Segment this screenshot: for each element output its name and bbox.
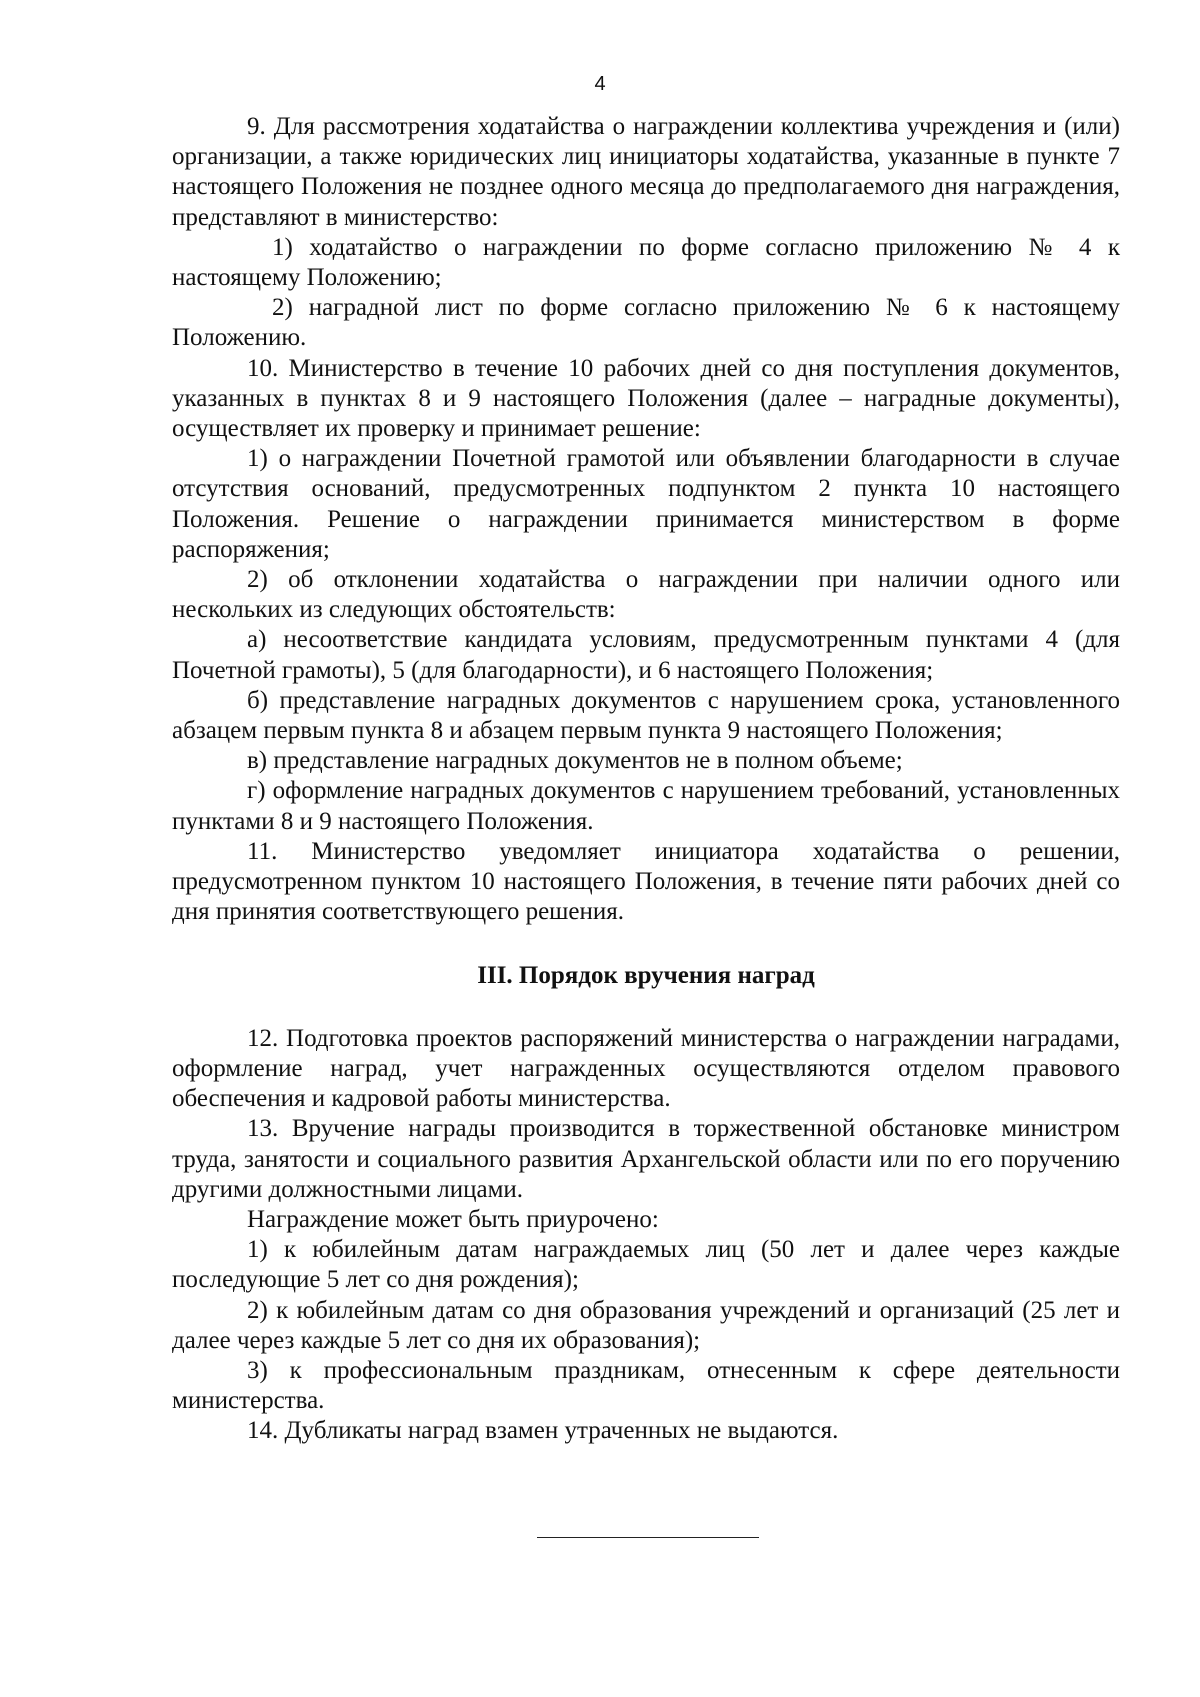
paragraph-10-item-2v: в) представление наградных документов не в полном объеме; bbox=[247, 747, 903, 775]
paragraph-10-item-2: 2) об отклонении ходатайства о награждении при наличии одного или нескольких из следующих обстоятельств: bbox=[172, 566, 1120, 624]
paragraph-12: 12. Подготовка проектов распоряжений министерства о награждении наградами, оформление наград, учет награжденных осуществляются отделом правового обеспечения и кадровой работы министерства. bbox=[172, 1024, 1120, 1113]
paragraph-13-item-2: 2) к юбилейным датам со дня образования учреждений и организаций (25 лет и далее через каждые 5 лет со дня их образования); bbox=[172, 1296, 1120, 1354]
paragraph-13: 13. Вручение награды производится в торжественной обстановке министром труда, занятости и социального развития Архангельской области или по его поручению другими должностными лицами. bbox=[172, 1115, 1120, 1203]
paragraph-11: 11. Министерство уведомляет инициатора ходатайства о решении, предусмотренном пунктом 10 настоящего Положения, в течение пяти рабочих дней со дня принятия соответствующего решения. bbox=[172, 837, 1120, 926]
paragraph-10-item-2a: а) несоответствие кандидата условиям, предусмотренным пунктами 4 (для Почетной грамоты), 5 (для благодарности), и 6 настоящего Положения; bbox=[172, 626, 1120, 684]
paragraph-9: 9. Для рассмотрения ходатайства о награждении коллектива учреждения и (или) организации, а также юридических лиц инициаторы ходатайства, указанные в пункте 7 настоящего Положения не позднее одного месяца до предполагаемого дня награждения, представляют в министерство: bbox=[172, 113, 1120, 231]
paragraph-13-intro: Награждение может быть приурочено: bbox=[247, 1205, 659, 1233]
document-body bbox=[172, 112, 1120, 1447]
paragraph-13-item-3: 3) к профессиональным праздникам, отнесенным к сфере деятельности министерства. bbox=[172, 1356, 1120, 1415]
paragraph-9-item-1: 1) ходатайство о награждении по форме согласно приложению № 4 к настоящему Положению; bbox=[172, 233, 1120, 292]
paragraph-9-item-2: 2) наградной лист по форме согласно приложению № 6 к настоящему Положению. bbox=[172, 294, 1120, 352]
paragraph-13-item-1: 1) к юбилейным датам награждаемых лиц (50 лет и далее через каждые последующие 5 лет со дня рождения); bbox=[172, 1236, 1120, 1294]
paragraph-14: 14. Дубликаты наград взамен утраченных не выдаются. bbox=[247, 1417, 839, 1445]
paragraph-10: 10. Министерство в течение 10 рабочих дней со дня поступления документов, указанных в пунктах 8 и 9 настоящего Положения (далее – наградные документы), осуществляет их проверку и принимает решение: bbox=[172, 354, 1120, 443]
section-heading: III. Порядок вручения наград bbox=[477, 962, 815, 990]
paragraph-10-item-2b: б) представление наградных документов с нарушением срока, установленного абзацем первым пункта 8 и абзацем первым пункта 9 настоящего Положения; bbox=[172, 686, 1120, 745]
paragraph-10-item-1: 1) о награждении Почетной грамотой или объявлении благодарности в случае отсутствия оснований, предусмотренных подпунктом 2 пункта 10 настоящего Положения. Решение о награждении принимается министерством в форме распоряжения; bbox=[172, 445, 1120, 563]
page-number: 4 bbox=[594, 73, 606, 95]
closing-rule bbox=[537, 1537, 759, 1538]
paragraph-10-item-2g: г) оформление наградных документов с нарушением требований, установленных пунктами 8 и 9 настоящего Положения. bbox=[172, 777, 1120, 835]
